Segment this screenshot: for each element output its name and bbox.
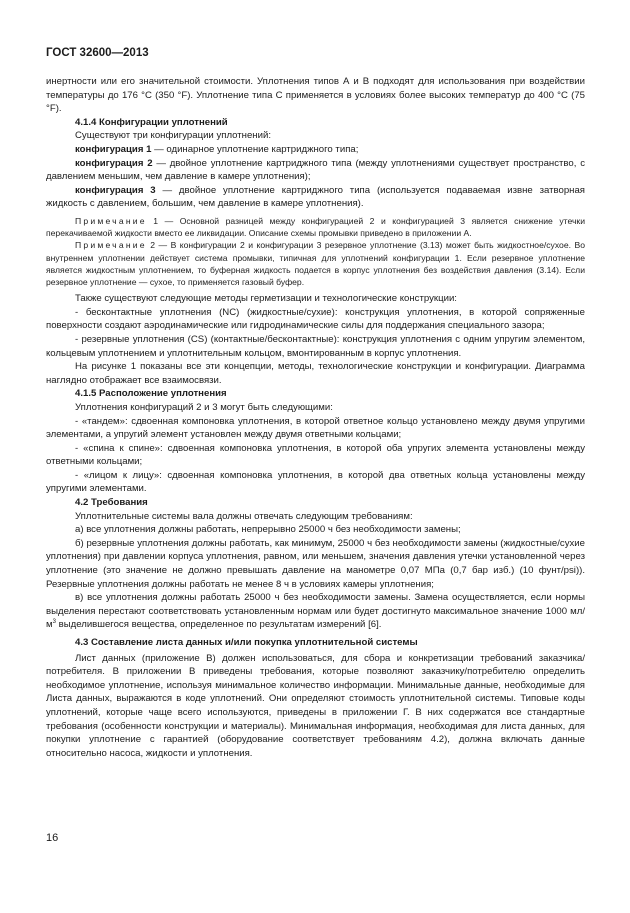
document-code-header: ГОСТ 32600—2013 [46,47,149,59]
list-item: в) все уплотнения должны работать 25000 ч без необходимости замены. Замена осуществляется, если нормы выделения перестают соответствовать установленным нормам или будет достигнуто максимальное значение 1000 $мл/м^3$ выделившегося вещества, определенное по результатам измерений [6]. [46,592,585,631]
list-item: а) все уплотнения должны работать, непрерывно 25000 ч без необходимости замены; [75,524,461,536]
term: конфигурация 1 [75,143,152,155]
paragraph: Уплотнительные системы вала должны отвечать следующим требованиям: [75,510,413,522]
paragraph: На рисунке 1 показаны все эти концепции, методы, технологические конструкции и конфигурации. Диаграмма наглядно отображает все взаимосвязи. [46,361,585,386]
list-item: - «лицом к лицу»: сдвоенная компоновка уплотнения, в которой два ответных кольца установлены между упругими элементами. [46,469,585,495]
page-number: 16 [46,832,59,844]
section-heading-4-3: 4.3 Составление листа данных и/или покупка уплотнительной системы [75,637,418,648]
note-label: Примечание [75,215,147,226]
list-item: - «тандем»: сдвоенная компоновка уплотнения, в которой ответное кольцо установлено между двумя упругими элементами, а упругий элемент установлен между двумя ответными кольцами; [46,415,585,441]
document-body [46,75,585,760]
list-item: б) резервные уплотнения должны работать, как минимум, 25000 ч без необходимости замены (жидкостные/сухие уплотнения) при давлении корпуса уплотнения, равном, или меньшем, значения давления утечки установленной через уплотнение (это значение не должно превышать давление на манометре 0,07 МПа (0,7 бар изб.) (10 фунт/psi)). Резервные уплотнения должны работать не менее 8 ч в условиях камеры уплотнения; [46,537,585,590]
section-heading-4-2: 4.2 Требования [75,497,148,509]
term: конфигурация 3 [75,184,156,196]
configuration-3-item: конфигурация 3 — двойное уплотнение картриджного типа (используется подаваемая извне затворная жидкость с давлением, большим, чем давление в камере уплотнения). [46,184,585,210]
list-item: - бесконтактные уплотнения (NC) (жидкостные/сухие): конструкция уплотнения, в которой сопряженные поверхности создают аэродинамические или гидродинамические силы для поддержания специального зазора; [46,306,585,332]
list-item: - «спина к спине»: сдвоенная компоновка уплотнения, в которой оба упругих элемента установлены между ответными кольцами; [46,442,585,468]
paragraph: Существуют три конфигурации уплотнений: [75,130,271,142]
list-item: - резервные уплотнения (CS) (контактные/бесконтактные): конструкция уплотнения с одним упругим элементом, кольцевым уплотнением и уплотнительным кольцом, вмонтированным в корпус уплотнения. [46,333,585,359]
configuration-2-item: конфигурация 2 — двойное уплотнение картриджного типа (между уплотнениями существует пространство, с давлением меньшим, чем давление в камере уплотнения); [46,157,585,183]
term: конфигурация 2 [75,157,153,169]
note-2: Примечание 2 — В конфигурации 2 и конфигурации 3 резервное уплотнение (3.13) может быть жидкостное/сухое. Во внутреннем уплотнении действует система промывки, типичная для уплотнений конфигурации 1. Если резервное уплотнение является жидкостным уплотнением, то буферная жидкость подается в корпус уплотнения без воздействия давления (3.14). Если резервное уплотнение — сухое, то применяется газовый буфер. [46,240,585,287]
paragraph: инертности или его значительной стоимости. Уплотнения типов А и В подходят для использования при воздействии температуры до 176 °С (350 °F). Уплотнение типа С применяется в условиях более высоких температур до 400 °С (75 °F). [46,76,585,115]
section-heading-4-1-4: 4.1.4 Конфигурации уплотнений [75,116,228,128]
paragraph: Также существуют следующие методы герметизации и технологические конструкции: [75,293,457,305]
note-1: Примечание 1 — Основной разницей между конфигурацией 2 и конфигурацией 3 является снижение утечки перекачиваемой жидкости вместо ее ликвидации. Описание схемы промывки приведено в приложении А. [46,215,585,239]
section-heading-4-1-5: 4.1.5 Расположение уплотнения [75,388,227,400]
paragraph: Уплотнения конфигураций 2 и 3 могут быть следующими: [75,401,333,413]
superscript: 3 [52,619,56,626]
configuration-1-item: конфигурация 1 — одинарное уплотнение картриджного типа; [75,143,359,155]
note-label: Примечание [75,240,147,251]
paragraph: Лист данных (приложение В) должен использоваться, для сбора и конкретизации требований заказчика/потребителя. В приложении В приведены требования, которые позволяют заказчику/потребителю определить необходимое уплотнение, используя минимальное количество информации. Минимальные данные, необходимые для Листа данных, выражаются в коде уплотнений. Они определяют стоимость уплотнительной системы. Типовые коды уплотнений, которые чаще всего используются, приведены в приложении Г. В них содержатся все стандартные требования (особенности конструкции и материалы). Минимальная информация, необходимая для листа данных, для покупки уплотнение с гарантией (оборудование соответствует требованиям 4.2), должна включать данные относительно насоса, жидкости и уплотнения. [46,652,585,759]
